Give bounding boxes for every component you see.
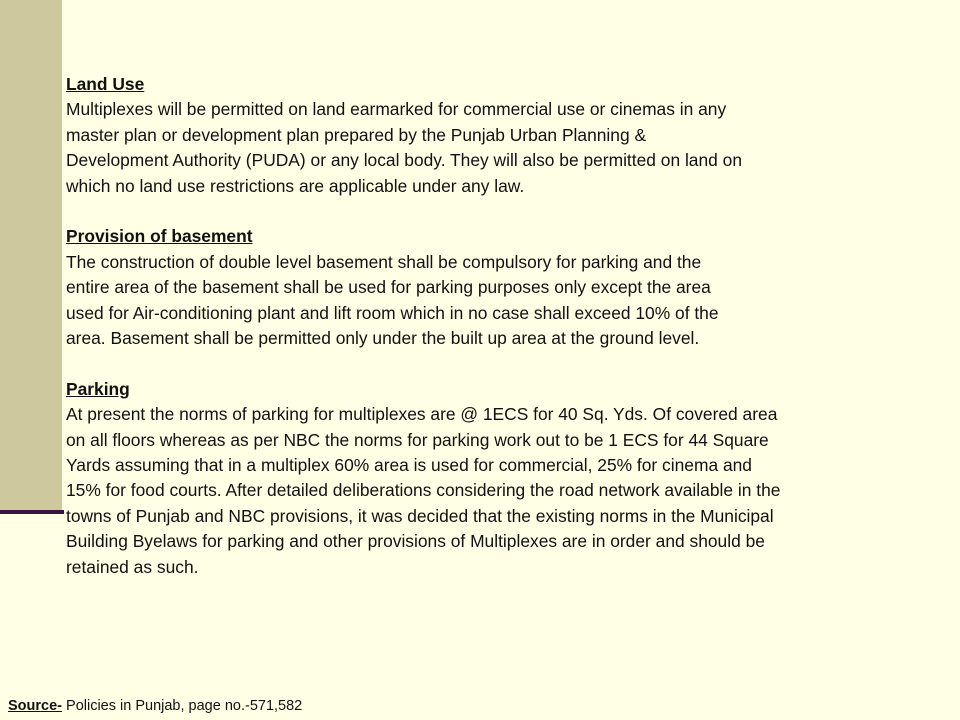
text-line: entire area of the basement shall be used for parking purposes only except the area [66, 277, 711, 298]
text-line: Development Authority (PUDA) or any local body. They will also be permitted on land on [66, 150, 743, 171]
source-label: Source- [8, 698, 62, 714]
text-line: on all floors whereas as per NBC the norms for parking work out to be 1 ECS for 44 Square [66, 429, 769, 450]
section-land-use [66, 72, 951, 199]
section-parking [66, 377, 951, 580]
text-line: master plan or development plan prepared by the Punjab Urban Planning & [66, 124, 647, 145]
text-line: area. Basement shall be permitted only under the built up area at the ground level. [66, 328, 700, 349]
source-text: Policies in Punjab, page no.-571,582 [62, 698, 303, 714]
text-line: Building Byelaws for parking and other provisions of Multiplexes are in order and should be [66, 531, 765, 552]
source-footer [8, 696, 302, 716]
text-line: At present the norms of parking for multiplexes are @ 1ECS for 40 Sq. Yds. Of covered area [66, 404, 778, 425]
section-heading: Provision of basement [66, 226, 253, 247]
text-line: Yards assuming that in a multiplex 60% area is used for commercial, 25% for cinema and [66, 455, 752, 476]
document-body [66, 72, 951, 605]
text-line: towns of Punjab and NBC provisions, it was decided that the existing norms in the Municipal [66, 505, 774, 526]
section-provision-of-basement [66, 224, 951, 351]
text-line: 15% for food courts. After detailed deliberations considering the road network available in the [66, 480, 781, 501]
text-line: which no land use restrictions are applicable under any law. [66, 175, 525, 196]
side-accent-band [0, 0, 62, 512]
section-heading: Land Use [66, 74, 145, 94]
text-line: The construction of double level basement shall be compulsory for parking and the [66, 251, 702, 272]
text-line: retained as such. [66, 556, 199, 577]
side-accent-rule [0, 510, 64, 514]
section-heading: Parking [66, 378, 130, 399]
text-line: used for Air-conditioning plant and lift room which in no case shall exceed 10% of the [66, 302, 719, 323]
text-line: Multiplexes will be permitted on land earmarked for commercial use or cinemas in any [66, 99, 727, 120]
